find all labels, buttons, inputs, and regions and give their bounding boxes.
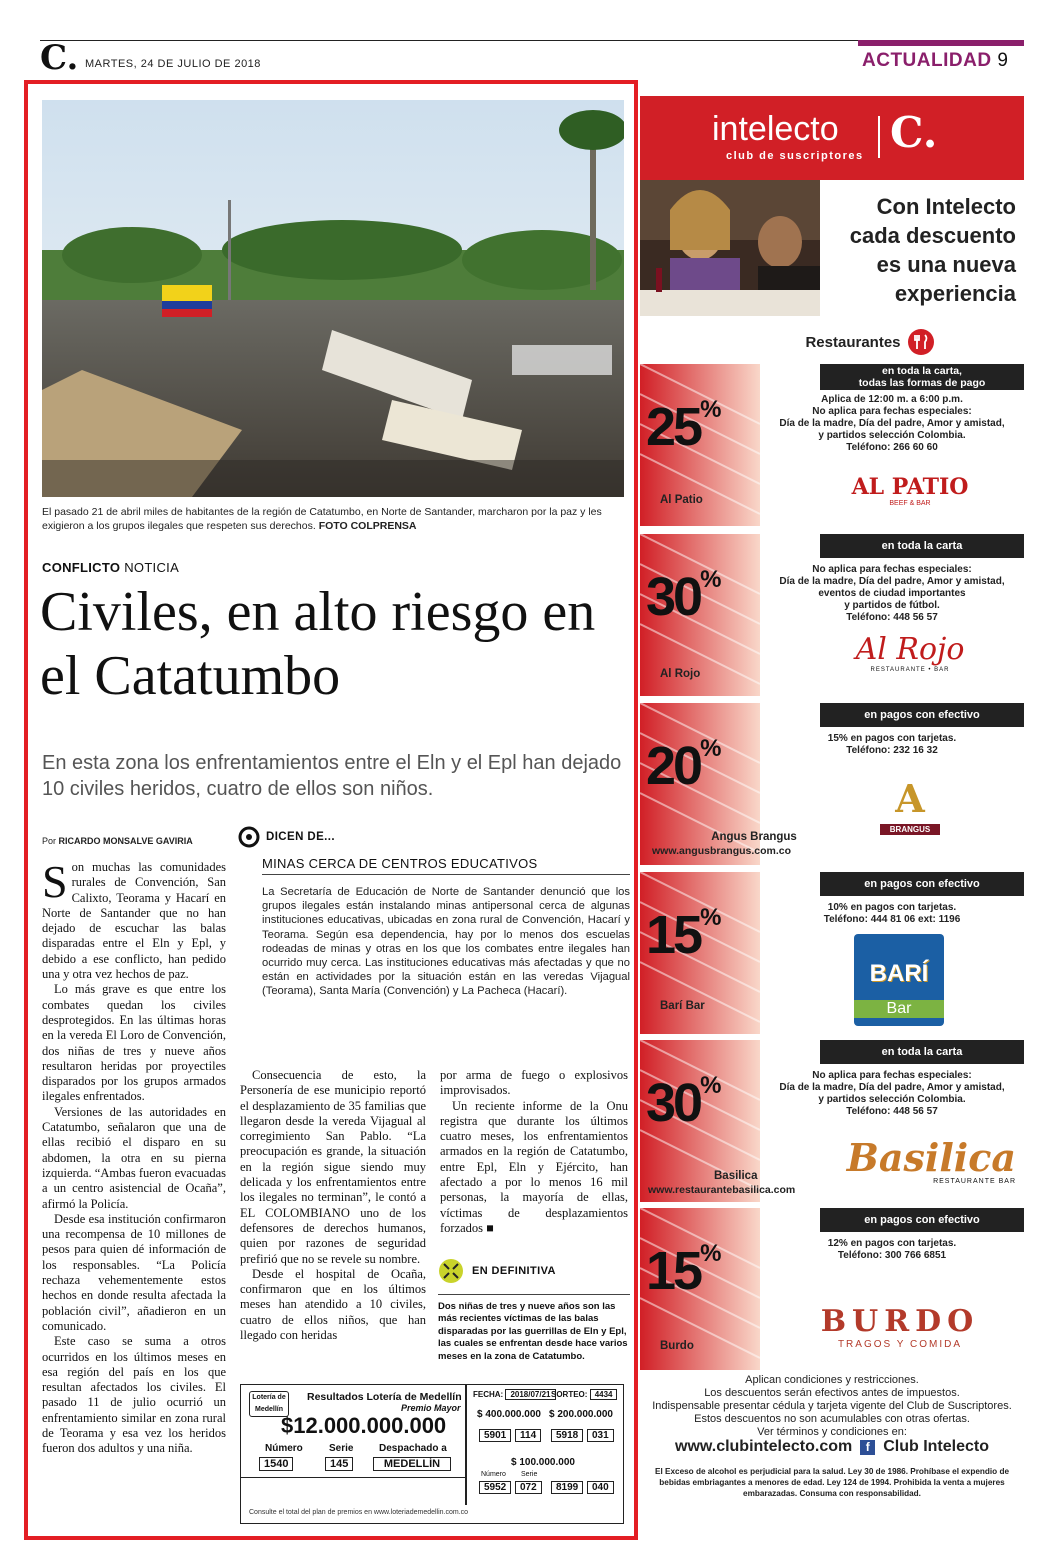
summary-title: EN DEFINITIVA: [472, 1265, 556, 1277]
lottery-results: Lotería de Medellín Resultados Lotería de Medellín Premio Mayor $12.000.000.000 Número Serie Despachado a 1540 145 MEDELLÍN FECHA: 2018/07/21 SORTEO: 4434 $ 400.000.000 5901 114 $ 200.000.000 5918 031 $ 100.000.000 Número Serie 5952 072 8199 040 Consulte el total del plan de premios en www.loteriademedellin.com.co: [240, 1384, 624, 1524]
burdo-logo: BURDO TRAGOS Y COMIDA: [820, 1304, 980, 1350]
lottery-subtitle: Premio Mayor: [401, 1403, 461, 1413]
offer-band: en pagos con efectivo: [820, 703, 1024, 727]
paragraph: Desde esa institución confirmaron una recompensa de 10 millones de pesos para quien dé información de los responsables. “La Policía rechaza vehementemente estos hechos en donde resulta afectada la población civil”, añadieron en un comunicado.: [42, 1211, 226, 1333]
cutlery-icon: [907, 328, 935, 356]
headline: Civiles, en alto riesgo en el Catatumbo: [40, 581, 596, 707]
category-label: Restaurantes: [740, 328, 1000, 356]
offer-details: No aplica para fechas especiales: Día de la madre, Día del padre, Amor y amistad, eventos de ciudad importantes y partidos de fútbol. Teléfono: 448 56 57: [779, 564, 1005, 623]
sidebar-subtitle: MINAS CERCA DE CENTROS EDUCATIVOS: [262, 856, 630, 875]
numero-label: Número: [265, 1443, 303, 1454]
restaurant-name: Burdo: [660, 1340, 694, 1352]
website-link[interactable]: www.clubintelecto.com: [675, 1438, 853, 1455]
section-label: ACTUALIDAD 9: [862, 50, 1009, 71]
page-number: 9: [997, 50, 1009, 71]
sidebar-body: La Secretaría de Educación de Norte de Santander denunció que los grupos ilegales están instalando minas antipersonal cerca de algunas instituciones educativas, ubicadas en zona rural de Convención, Hacarí y Teorama. Según esa dependencia, hay por lo menos dos escuelas rodeadas de minas y otras en los que los combates entre ilegales han ocurrido muy cerca. Las instituciones educativas más afectadas y que no están en actividades por la situación están en las veredas Vijagual (Teorama), Santa María (Convención) y La Pacheca (Hacarí).: [262, 886, 630, 998]
alcohol-legal-notice: El Exceso de alcohol es perjudicial para la salud. Ley 30 de 1986. Prohíbase el expendio de bebidas embriagantes a menores de edad. Ley 124 de 1994. Prohibida la venta a mujeres embarazadas. Consuma con responsabilidad.: [654, 1467, 1010, 1498]
offer-band: en toda la carta: [820, 1040, 1024, 1064]
restaurant-name: Al Patio: [660, 494, 703, 506]
paragraph: Este caso se suma a otros ocurridos en los últimos meses en esa región del país en los que resultan afectados los civiles. El pasado 11 de julio ocurrió un enfrentamiento similar en zona rural de Teorama y esa vez los heridos fueron dos adultos y una niña.: [42, 1334, 226, 1456]
offer-details: 15% en pagos con tarjetas. Teléfono: 232 16 32: [827, 733, 957, 756]
prize-1-series: 114: [515, 1429, 541, 1442]
lottery-footer: Consulte el total del plan de premios en www.loteriademedellin.com.co: [249, 1509, 469, 1516]
offer-band: en toda la carta, todas las formas de pago: [820, 364, 1024, 390]
offer-al-rojo: [640, 534, 1024, 696]
offer-band: en toda la carta: [820, 534, 1024, 558]
dining-photo: [640, 180, 820, 316]
brand-logo: C.: [890, 108, 938, 157]
draw-number: 4434: [590, 1389, 618, 1400]
summary-body: Dos niñas de tres y nueve años son las más recientes víctimas de las balas disparadas por las guerrillas de Eln y Epl, las cuales se enfrentan desde hace varios meses en la zona de Catatumbo.: [438, 1294, 630, 1363]
prize-3b-series: 040: [587, 1481, 614, 1494]
facebook-icon: f: [860, 1440, 875, 1455]
prize-1: $ 400.000.000: [477, 1409, 541, 1420]
brand-name: intelecto: [712, 110, 839, 148]
body-column-3: [440, 1068, 628, 1236]
restaurant-name: Angus Brangus: [711, 831, 797, 843]
issue-date: MARTES, 24 DE JULIO DE 2018: [85, 58, 261, 70]
bari-bar-logo: BARÍ Bar: [854, 934, 944, 1026]
despachado-label: Despachado a: [379, 1443, 447, 1454]
offer-band: en pagos con efectivo: [820, 872, 1024, 896]
lottery-jackpot: $12.000.000.000: [281, 1413, 447, 1438]
prize-2-number: 5918: [551, 1429, 583, 1442]
prize-3a-number: 5952: [479, 1481, 511, 1494]
prize-3a-series: 072: [515, 1481, 542, 1494]
brand-subtitle: club de suscriptores: [726, 150, 864, 162]
winning-number: 1540: [259, 1457, 293, 1471]
kicker: CONFLICTO NOTICIA: [42, 560, 180, 575]
lottery-logo: Lotería de Medellín: [249, 1391, 289, 1417]
offer-burdo: [640, 1208, 1024, 1370]
offer-percentage: 25%: [646, 396, 722, 457]
draw-date: 2018/07/21: [505, 1389, 555, 1400]
newspaper-logo: C.: [40, 38, 79, 78]
lottery-divider: [241, 1477, 465, 1478]
offer-details: No aplica para fechas especiales: Día de la madre, Día del padre, Amor y amistad, y partidos selección Colombia. Teléfono: 448 56 57: [779, 1070, 1005, 1117]
offer-band: en pagos con efectivo: [820, 1208, 1024, 1232]
offer-angus-brangus: [640, 703, 1024, 865]
offer-percentage: 30%: [646, 1072, 722, 1133]
offer-percentage: 30%: [646, 566, 722, 627]
restaurant-name: Al Rojo: [660, 668, 701, 680]
offer-details: 10% en pagos con tarjetas. Teléfono: 444 81 06 ext: 1196: [823, 902, 961, 925]
offer-al-patio: [640, 364, 1024, 526]
march-photo-illustration: [42, 100, 624, 497]
prize-3b-number: 8199: [551, 1481, 583, 1494]
angus-brangus-logo: A BRANGUS: [820, 779, 1000, 837]
paragraph: Desde el hospital de Ocaña, confirmaron que en los últimos meses han atendido a 10 civiles, cuatro de ellos niños, que han llegado con heridas: [240, 1266, 426, 1343]
ad-header: [640, 96, 1024, 180]
offer-percentage: 15%: [646, 904, 722, 965]
body-column-2: [240, 1068, 426, 1343]
serie-label: Serie: [329, 1443, 354, 1454]
article-photo: [42, 100, 624, 497]
restaurant-name: Basilica: [714, 1170, 758, 1182]
restaurant-url: www.angusbrangus.com.co: [652, 845, 792, 857]
prize-3: $ 100.000.000: [511, 1457, 575, 1468]
prize-2-series: 031: [587, 1429, 614, 1442]
drop-cap: S: [42, 856, 68, 907]
photo-credit: FOTO COLPRENSA: [318, 520, 417, 532]
sidebar-title: DICEN DE...: [266, 831, 335, 843]
lottery-divider: [465, 1385, 467, 1505]
paragraph: Consecuencia de esto, la Personería de ese municipio reportó el desplazamiento de 35 familias que llegaron desde la vereda Vijagual al corregimiento San Pablo. “La preocupación es grande, la situación en la región sigue siendo muy delicada y los enfrentamientos entre los ilegales no terminan”, le contó a EL COLOMBIANO uno de los defensores de derechos humanos, quien por razones de seguridad prefirió que no se revele su nombre.: [240, 1068, 426, 1266]
al-rojo-logo: Al Rojo RESTAURANTE • BAR: [855, 632, 965, 673]
offer-details: 12% en pagos con tarjetas. Teléfono: 300 766 6851: [827, 1238, 957, 1261]
winning-city: MEDELLÍN: [373, 1457, 451, 1471]
lottery-title: Resultados Lotería de Medellín: [307, 1391, 462, 1403]
offer-details: Aplica de 12:00 m. a 6:00 p.m. No aplica para fechas especiales: Día de la madre, Día del padre, Amor y amistad, y partidos selección Colombia. Teléfono: 266 60 60: [779, 394, 1005, 453]
dining-couple-illustration: [640, 180, 820, 316]
ad-slogan: Con Intelecto cada descuento es una nueva experiencia: [849, 194, 1016, 306]
photo-caption: El pasado 21 de abril miles de habitantes de la región de Catatumbo, en Norte de Santander, marcharon por la paz y les exigieron a los grupos ilegales que respeten sus derechos. FOTO COLPRENSA: [42, 506, 602, 532]
offer-percentage: 20%: [646, 735, 722, 796]
byline: Por RICARDO MONSALVE GAVIRIA: [42, 836, 193, 846]
deck: En esta zona los enfrentamientos entre el Eln y el Epl han dejado 10 civiles heridos, cuatro de ellos son niños.: [42, 752, 622, 800]
prize-1-number: 5901: [479, 1429, 511, 1442]
speech-bubble-icon: [238, 826, 260, 848]
basilica-logo: Basilica RESTAURANTE BAR: [846, 1135, 1016, 1185]
serie-small-label: Serie: [521, 1471, 538, 1478]
restaurant-name: Barí Bar: [660, 1000, 705, 1012]
body-column-1: Son muchas las comunidades rurales de Convención, San Calixto, Teorama y Hacarí en Norte de Santander que no han dejado de escuchar las balas disparadas entre el Eln y Epl, y debido a ese conflicto, han pedido una y otra vez hechos de paz. Lo más grave es que entre los combates quedan los civiles desprotegidos. En las últimas horas en la vereda El Loro de Convención, dos niñas de tres y nueve años resultaron heridas por proyectiles disparados por los grupos armados ilegales enfrentados. Versiones de las autoridades en Catatumbo, señalaron que una de ellas recibió el disparo en su abdomen, la otra en su pierna izquierda. “Ambas fueron evacuadas a un centro asistencial de Ocaña”, afirmó la Policía. Desde esa institución confirmaron una recompensa de 10 millones de pesos para quien dé información de los responsables. “La Policía rechaza vehementemente estos hechos en donde resulta afectada la población civil”, añadieron en un comunicado. Este caso se suma a otros ocurridos en los últimos meses en esa región del país en los que resultan afectados los civiles. El pasado 11 de julio ocurrió un enfrentamiento similar en zona rural de Teorama y esa vez los heridos fueron dos adultos y una niña.: [42, 856, 226, 1456]
ad-links: [640, 1438, 1024, 1456]
restaurant-url: www.restaurantebasilica.com: [648, 1184, 796, 1196]
paragraph: Un reciente informe de la Onu registra que durante los últimos cuatro meses, los enfrentamientos armados en la región de Catatumbo, entre Epl, Eln y Ejército, han afectado a por lo menos 16 mil personas, la mayoría de ellas, víctimas de desplazamientos forzados ■: [440, 1098, 628, 1235]
arrows-inward-icon: [438, 1258, 464, 1284]
al-patio-logo: AL PATIO BEEF & BAR: [851, 474, 969, 507]
paragraph: por arma de fuego o explosivos improvisados.: [440, 1068, 628, 1098]
brand-divider: [878, 116, 880, 158]
numero-small-label: Número: [481, 1471, 506, 1478]
offer-percentage: 15%: [646, 1240, 722, 1301]
paragraph: Versiones de las autoridades en Catatumbo, señalaron que una de ellas recibió el disparo en su abdomen, la otra en su pierna izquierda. “Ambas fueron evacuadas a un centro asistencial de Ocaña”, afirmó la Policía.: [42, 1104, 226, 1211]
prize-2: $ 200.000.000: [549, 1409, 613, 1420]
paragraph: Lo más grave es que entre los combates quedan los civiles desprotegidos. En las últimas horas en la vereda El Loro de Convención, dos niñas de tres y nueve años resultaron heridas por proyectiles disparados por los grupos armados ilegales enfrentados.: [42, 982, 226, 1104]
section-color-bar: [858, 40, 1024, 46]
offer-bari-bar: [640, 872, 1024, 1034]
winning-series: 145: [325, 1457, 353, 1471]
facebook-link[interactable]: Club Intelecto: [883, 1438, 989, 1455]
summary-box: [438, 1258, 630, 1370]
offer-basilica: [640, 1040, 1024, 1202]
sidebar-dicen-de: [238, 826, 630, 1046]
ad-terms: Aplican condiciones y restricciones. Los descuentos serán efectivos antes de impuestos. Indispensable presentar cédula y tarjeta vigente del Club de Suscriptores. Estos descuentos no son acumulables con otras ofertas. Ver términos y condiciones en:: [652, 1374, 1012, 1438]
